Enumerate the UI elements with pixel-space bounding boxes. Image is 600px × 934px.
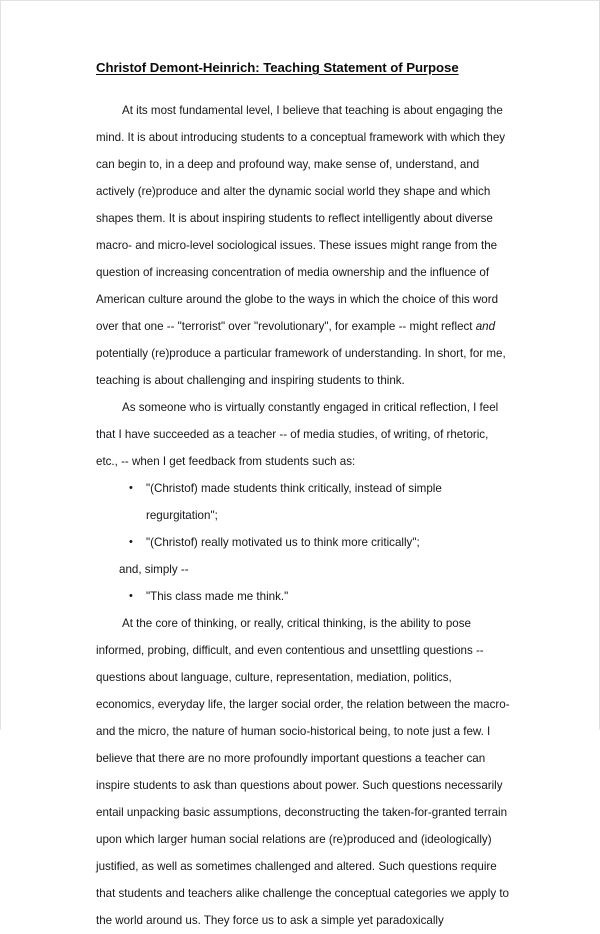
bullet-point-icon: • [129, 482, 133, 494]
paragraph-critical-reflection: As someone who is virtually constantly engaged in critical reflection, I feel that I have succeeded as a teacher -- of media studies, of writing, of rhetoric, etc., -- when I get feedback from students such as: [96, 401, 499, 468]
list-item-label: "(Christof) made students think critically, instead of simple regurgitation"; [146, 482, 442, 522]
list-item [96, 475, 510, 529]
paragraph-core-of-thinking: At the core of thinking, or really, critical thinking, is the ability to pose informed, probing, difficult, and even contentious and unsettling questions -- questions about language, culture, representation, mediation, politics, economics, everyday life, the larger social order, the relation between the macro- and the micro, the nature of human socio-historical being, to note just a few. I believe that there are no more profoundly important questions a teacher can inspire students to ask than questions about power. Such questions necessarily entail unpacking basic assumptions, deconstructing the taken-for-granted terrain upon which larger human social relations are (re)produced and (ideologically) justified, as well as sometimes challenged and altered. Such questions require that students and teachers alike challenge the conceptual categories we apply to the world around us. They force us to ask a simple yet paradoxically [96, 617, 510, 927]
student-feedback-list [96, 475, 510, 556]
list-item [96, 583, 510, 610]
list-item-label: "(Christof) really motivated us to think more critically"; [146, 536, 420, 549]
paragraph-intro-emphasis: and [475, 320, 496, 333]
document-body [96, 59, 510, 934]
bullet-point-icon: • [129, 536, 133, 548]
paragraph-intro-text-before-emphasis: At its most fundamental level, I believe that teaching is about engaging the mind. It is about introducing students to a conceptual framework with which they can begin to, in a deep and profound way, make sense of, understand, and actively (re)produce and alter the dynamic social world they shape and which shapes them. It is about inspiring students to reflect intelligently about diverse macro- and micro-level sociological issues. These issues might range from the question of increasing concentration of media ownership and the influence of American culture around the globe to the ways in which the choice of this word over that one -- "terrorist" over "revolutionary", for example -- might reflect [96, 104, 506, 333]
list-interstitial-text: and, simply -- [119, 563, 189, 576]
bullet-point-icon: • [129, 590, 133, 602]
list-item [96, 529, 510, 556]
paragraph-intro-text-after-emphasis: potentially (re)produce a particular framework of understanding. In short, for me, teaching is about challenging and inspiring students to think. [96, 347, 506, 387]
student-feedback-list-continued [96, 583, 510, 610]
paragraph-intro [96, 97, 510, 394]
page-title: Christof Demont-Heinrich: Teaching Statement of Purpose [96, 60, 459, 75]
list-item-label: "This class made me think." [146, 590, 289, 603]
